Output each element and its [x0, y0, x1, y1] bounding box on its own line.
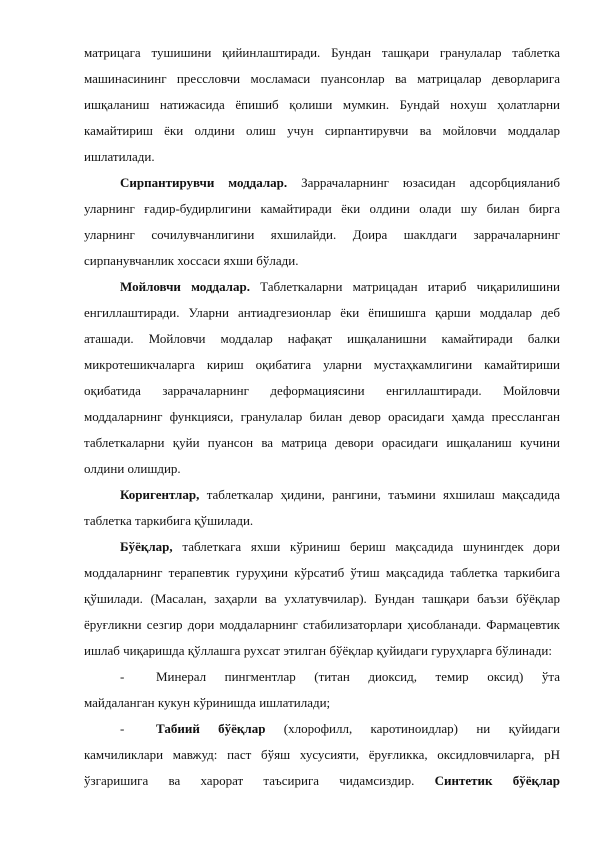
list-item-natural-dyes [84, 716, 560, 794]
list-item-natural-first-line [156, 716, 560, 742]
paragraph-glidants [84, 170, 560, 274]
list-dash: - [120, 669, 125, 684]
heading-correctives: Коригентлар, [120, 487, 200, 502]
paragraph-dyes [84, 534, 560, 664]
paragraph-correctives-text: таблеткалар ҳидини, рангини, таъмини яхшилаш мақсадида таблетка таркибига қўшилади. [84, 487, 560, 528]
list-item-mineral-first-line: Минерал пингментлар (титан диоксид, темир оксид) ўта [156, 669, 560, 684]
list-dash: - [120, 721, 125, 736]
list-item-natural-first-text: (хлорофилл, каротиноидлар) ни қуйидаги [265, 721, 560, 736]
paragraph-intro-text: матрицага тушишини қийинлаштиради. Бундан ташқари гранулалар таблетка машинасининг прессловчи мосламаси пуансонлар ва матрицалар деворларига ишқаланиш натижасида ёпишиб қолиши мумкин. Бундай ноxуш ҳолатларни камайтириш ёки олдини олиш учун сирпантирувчи ва мойловчи моддалар ишлатилади. [84, 45, 560, 164]
document-page [84, 40, 560, 794]
heading-dyes: Бўёқлар, [120, 539, 173, 554]
list-item-natural-rest-text: камчиликлари мавжуд: паст бўяш хусусияти, ёруғликка, оксидловчиларга, рН ўзгаришига ва харорат таъсирига чидамсиздир. [84, 747, 560, 788]
paragraph-lubricants-text: Таблеткаларни матрицадан итариб чиқарилишини енгиллаштиради. Уларни антиадгезионлар ёки ёпишишга қарши моддалар деб аташади. Мойловчи моддалар нафақат ишқаланишни камайтиради балки микротешикчаларга кириш оқибатига уларни мустаҳкамлигини камайтириши оқибатида заррачаларнинг деформациясини енгиллаштиради. Мойловчи моддаларнинг функцияси, гранулалар билан девор орасидаги ҳамда прессланган таблеткаларни қуйи пуансон ва матрица девори орасидаги ишқаланиш кучини олдини олишдир. [84, 279, 560, 476]
paragraph-intro [84, 40, 560, 170]
paragraph-glidants-text: Заррачаларнинг юзасидан адсорбцияланиб уларнинг ғадир-будирлигини камайтиради ёки олдини олади шу билан бирга уларнинг сочилувчанлигини яхшилайди. Доира шаклдаги заррачаларнинг сирпанувчанлик хоссаси яхши бўлади. [84, 175, 560, 268]
paragraph-lubricants [84, 274, 560, 482]
list-item-natural-rest [84, 742, 560, 794]
paragraph-dyes-text: таблеткага яхши кўриниш бериш мақсадида шунингдек дори моддаларнинг терапевтик гуруҳини кўрсатиб ўтиш мақсадида таблетка таркибига қўшилади. (Масалан, заҳарли ва ухлатувчилар). Бундан ташқари баъзи бўёқлар ёруғликни сезгир дори моддаларнинг стабилизаторлари ҳисобланади. Фармацевтик ишлаб чиқаришда қўллашга руxсат этилган бўёқлар қуйидаги гуруҳларга бўлинади: [84, 539, 560, 658]
paragraph-correctives [84, 482, 560, 534]
list-item-mineral-rest: майдаланган кукун кўринишда ишлатилади; [84, 695, 331, 710]
list-item-mineral-pigments [84, 664, 560, 716]
heading-synthetic-dyes: Синтетик бўёқлар [434, 773, 561, 788]
heading-lubricants: Мойловчи моддалар. [120, 279, 250, 294]
heading-glidants: Сирпантирувчи моддалар. [120, 175, 288, 190]
list-item-natural-title: Табиий бўёқлар [156, 721, 266, 736]
